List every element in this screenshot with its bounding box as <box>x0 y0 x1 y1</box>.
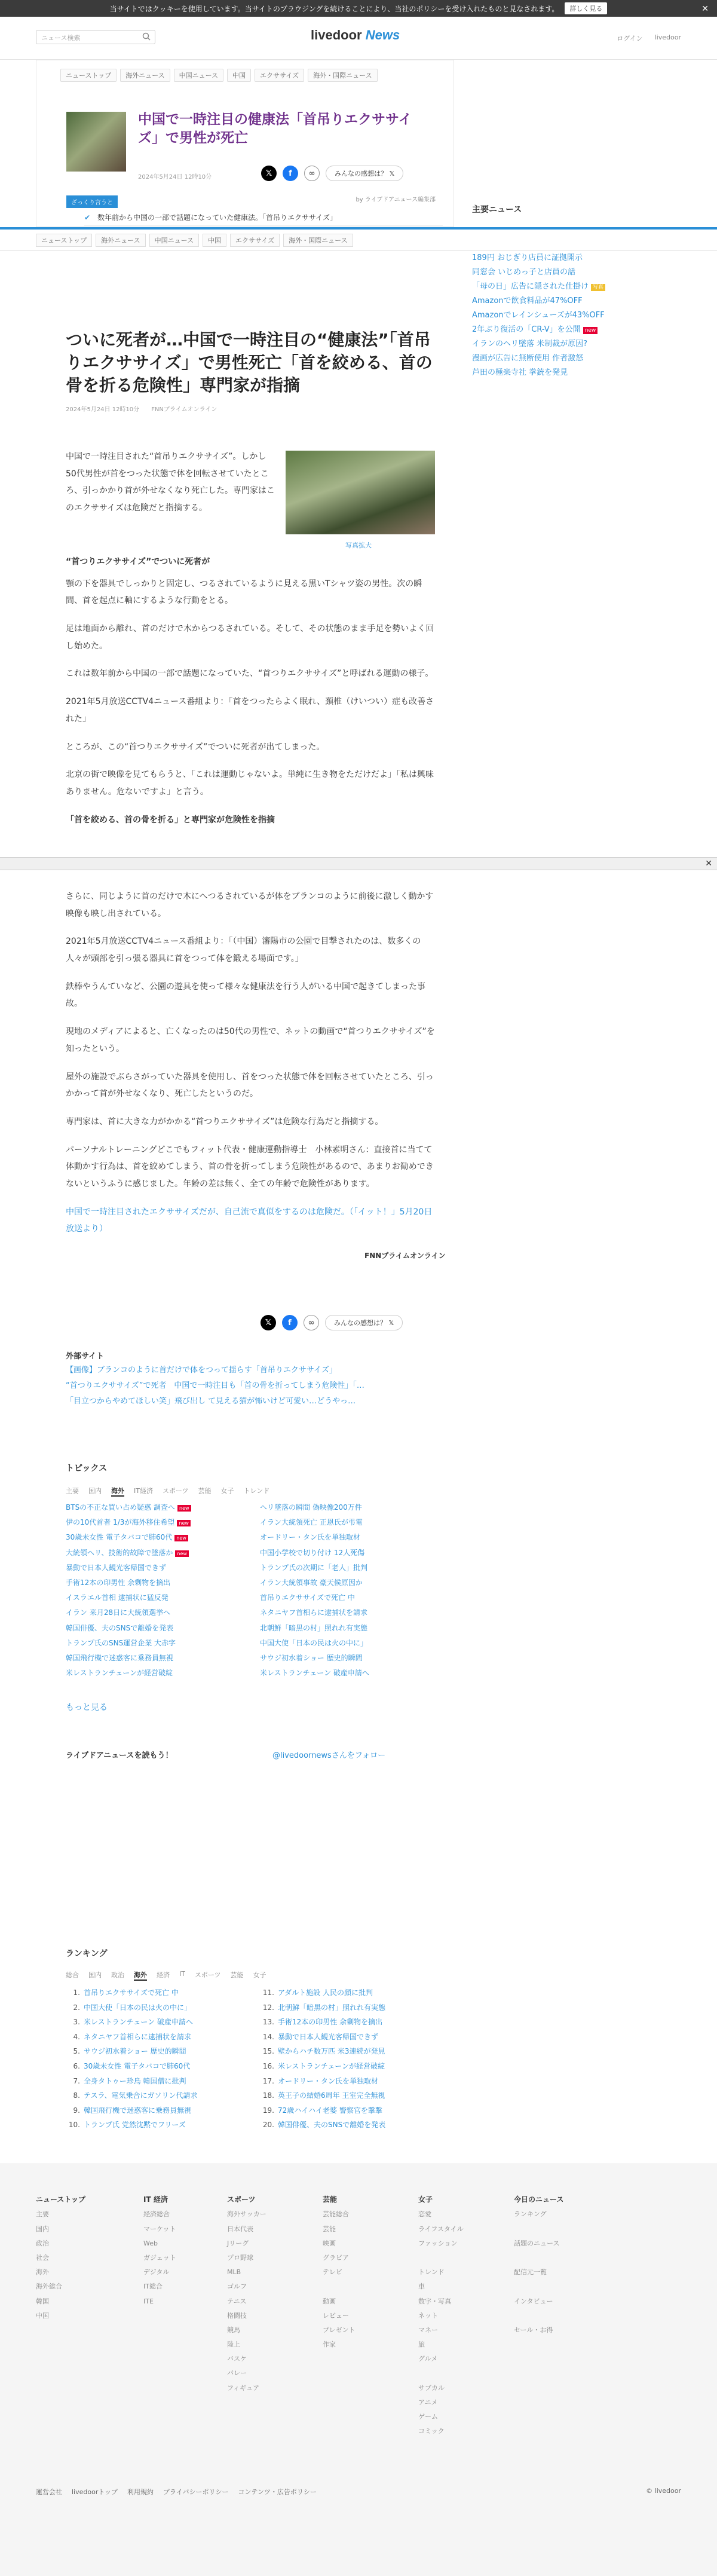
search-input[interactable]: ニュース検索 <box>36 30 155 44</box>
topic-item[interactable]: 米レストランチェーン 破産申請へ <box>260 1669 369 1678</box>
footer-link[interactable]: ファッション <box>418 2239 458 2247</box>
footer-link[interactable]: マネー <box>418 2326 438 2334</box>
footer-link[interactable]: セール・お得 <box>514 2326 553 2334</box>
ranking-item[interactable] <box>66 2000 242 2015</box>
comments-button[interactable]: みんなの感想は？ 𝕏 <box>326 166 403 181</box>
topic-item[interactable]: 伊の10代首者 1/3が海外移住希望 new <box>66 1515 242 1530</box>
ranking-item[interactable] <box>66 2088 242 2103</box>
breadcrumb-item[interactable]: ニューストップ <box>60 69 117 82</box>
ranking-item-title: 手術12本の印男性 余剰物を摘出 <box>278 2018 383 2027</box>
tab-sports[interactable]: スポーツ <box>194 1971 221 1979</box>
topic-item[interactable]: サウジ初水着ショー 歴史的瞬間 <box>260 1653 363 1662</box>
ranking-item-title: 米レストランチェーンが経営破綻 <box>278 2061 385 2070</box>
ranking-item-title: テスラ、電気乗合にガソリン代請求 <box>84 2091 198 2100</box>
footer-link[interactable]: フィギュア <box>227 2384 260 2392</box>
article-paragraph: 2021年5月放送CCTV4ニュース番組より：「首をつったらよく眠れ、頚椎（けいつい）症も改善された」 <box>66 697 434 724</box>
ranking-item-title: 30歳未女性 電子タバコで肺60代 <box>84 2061 191 2070</box>
footer-link[interactable]: プレゼント <box>323 2326 356 2334</box>
ranking-item[interactable] <box>260 2015 436 2030</box>
topic-item[interactable]: トランプ氏のSNS運営企業 大赤字 <box>66 1638 176 1647</box>
summary-tag: ざっくり言うと <box>66 195 118 208</box>
footer-link[interactable]: プロ野球 <box>227 2253 253 2262</box>
footer-link[interactable]: テニス <box>227 2297 247 2305</box>
rank-number: 4. <box>73 2032 80 2041</box>
ranking-item-title: 全身タトゥー珍鳥 韓国僧に批判 <box>84 2076 186 2085</box>
footer-link[interactable]: 競馬 <box>227 2326 240 2334</box>
footer-column <box>514 2192 563 2338</box>
ranking-item[interactable] <box>66 2074 242 2089</box>
topic-item[interactable]: 首吊りエクササイズで死亡 中 <box>260 1593 355 1602</box>
sidebar-news-list <box>472 251 669 380</box>
footer-link <box>514 2309 563 2323</box>
article-paragraph: さらに、同じように首のだけで木にへつるされているが体をブランコのように前後に激しく動かす映像も映し出されている。 <box>66 892 434 919</box>
breadcrumb-item[interactable]: ニューストップ <box>36 234 92 247</box>
facebook-share-icon[interactable]: f <box>283 166 298 181</box>
footer-column <box>36 2192 85 2323</box>
footer-link[interactable]: ライフスタイル <box>418 2225 464 2233</box>
footer-link[interactable]: バレー <box>227 2369 247 2378</box>
footer-column-heading[interactable]: ニューストップ <box>36 2195 86 2204</box>
footer-link[interactable]: 社会 <box>36 2253 49 2262</box>
footer-column-heading[interactable]: スポーツ <box>227 2195 256 2204</box>
footer-link[interactable]: 配信元一覧 <box>514 2268 547 2277</box>
footer-link[interactable]: MLB <box>227 2268 241 2277</box>
rank-number: 14. <box>262 2032 274 2041</box>
ranking-item[interactable] <box>66 2118 242 2133</box>
footer-link[interactable]: 格闘技 <box>227 2311 247 2320</box>
ranking-item[interactable] <box>66 2059 242 2074</box>
article-paragraph: 鉄棒やうんていなど、公園の遊具を使って様々な健康法を行う人がいる中国で起きてしまった事故。 <box>66 981 425 1009</box>
rank-number: 20. <box>262 2121 274 2130</box>
sidebar-news-item[interactable]: 芦田の極楽寺社 拳銃を発見 <box>472 368 568 378</box>
sidebar-news-item[interactable]: 2年ぶり復活の「CR-V」を公開 new <box>472 323 669 337</box>
footer-link[interactable]: 韓国 <box>36 2297 49 2305</box>
external-sites-title: 外部サイト <box>66 1352 105 1361</box>
topic-item[interactable]: BTSの不正な買い占め疑惑 調査へ new <box>66 1500 242 1515</box>
rank-number: 10. <box>68 2121 80 2130</box>
footer-link[interactable]: バスケ <box>227 2355 247 2363</box>
footer-link[interactable]: プライバシーポリシー <box>163 2488 229 2496</box>
x-share-icon[interactable]: 𝕏 <box>261 1315 276 1330</box>
ranking-item-title: オードリー・タン氏を単独取材 <box>278 2076 379 2085</box>
rank-number: 12. <box>262 2003 274 2012</box>
footer-link[interactable]: グラビア <box>323 2253 349 2262</box>
breadcrumb-item[interactable]: 海外ニュース <box>120 69 170 82</box>
footer-link[interactable]: 中国 <box>36 2311 49 2320</box>
topic-item[interactable]: イスラエル首相 逮捕状に猛反発 <box>66 1593 168 1602</box>
footer-link[interactable]: 車 <box>418 2283 425 2291</box>
article-meta: 2024年5月24日 12時10分 FNNプライムオンライン <box>66 406 217 413</box>
footer-link[interactable]: 芸能総合 <box>323 2210 349 2219</box>
external-link[interactable]: 【画像】ブランコのように首だけで体をつって揺らす「首吊りエクササイズ」 <box>66 1366 337 1375</box>
rank-number: 7. <box>73 2076 80 2085</box>
footer-link[interactable]: 恋愛 <box>418 2210 431 2219</box>
footer-link[interactable]: 作家 <box>323 2341 336 2349</box>
external-link[interactable]: “首つりエクササイズ”で死者 中国で一時注目も「首の骨を折ってしまう危険性」「… <box>66 1381 364 1390</box>
article-paragraph: 北京の街で映像を見てもらうと、「これは運動じゃないよ。単純に生き物をただけだよ」「私は興味ありません。危ないですよ」と言う。 <box>66 770 434 797</box>
breadcrumb-secondary <box>0 230 717 251</box>
cookie-banner <box>0 0 717 17</box>
summary-card <box>36 60 454 227</box>
ranking-item[interactable] <box>66 2044 242 2059</box>
ranking-item-title: 首吊りエクササイズで死亡 中 <box>84 1988 179 1997</box>
footer-link[interactable]: グルメ <box>418 2355 438 2363</box>
ranking-item[interactable] <box>66 1985 242 2000</box>
footer-link[interactable]: 運営会社 <box>36 2488 62 2496</box>
ranking-title: ランキング <box>66 1949 108 1959</box>
new-badge: new <box>174 1535 188 1541</box>
footer-column-heading[interactable]: 女子 <box>418 2195 433 2204</box>
topic-item[interactable]: 韓国飛行機で迷惑客に乗務員無視 <box>66 1653 174 1662</box>
sidebar-news-item[interactable]: イランのヘリ墜落 米制裁が原因? <box>472 339 588 349</box>
footer-link[interactable]: ITE <box>143 2297 154 2305</box>
breadcrumb <box>36 60 454 82</box>
rank-number: 11. <box>262 1988 274 1997</box>
ranking-item-title: 暴動で日本人観光客帰国できず <box>278 2032 379 2041</box>
article-paragraph: 屋外の施設でぶらさがっていた器具を使用し、首をつった状態で体を回転させていたところ、引っかかって首が外せなくなり、死亡したというのだ。 <box>66 1072 434 1099</box>
follow-prompt: ライブドアニュースを読もう！ <box>66 1751 173 1760</box>
rank-number: 2. <box>73 2003 80 2012</box>
topic-item[interactable]: ヘリ墜落の瞬間 偽映像200万件 <box>260 1503 362 1512</box>
topic-item[interactable]: 中国小学校で切り付け 12人死傷 <box>260 1548 365 1557</box>
tab-domestic[interactable]: 国内 <box>88 1971 102 1979</box>
ranking-item[interactable] <box>260 2030 436 2045</box>
footer-column <box>323 2192 356 2352</box>
ranking-item[interactable] <box>260 2088 436 2103</box>
footer-column-heading[interactable]: 芸能 <box>323 2195 338 2204</box>
summary-byline: by ライブドアニュース編集部 <box>356 197 436 203</box>
article-paragraph: 中国で一時注目されたエクササイズだが、自己流で真似をするのは危険だ。（「イット！」5月20日放送より） <box>66 1207 433 1234</box>
breadcrumb-item[interactable]: 海外・国際ニュース <box>308 69 377 82</box>
topic-item[interactable]: 韓国俳優、夫のSNSで離婚を発表 <box>66 1623 174 1632</box>
article-paragraph: 2021年5月放送CCTV4ニュース番組より：「（中国）瀋陽市の公園で目撃されたのは、数多くの人々が頭部を引っ張る器具に首をつって体を鍛える場面です。」 <box>66 937 421 964</box>
ranking-item[interactable] <box>66 2103 242 2118</box>
photo-enlarge-link[interactable]: 写真拡大 <box>345 541 372 549</box>
tab-all[interactable]: 総合 <box>66 1971 79 1979</box>
breadcrumb-item[interactable]: 海外・国際ニュース <box>283 234 353 247</box>
tab-women[interactable]: 女子 <box>253 1971 266 1979</box>
footer-link[interactable]: 旅 <box>418 2341 425 2349</box>
ranking-item[interactable] <box>260 2074 436 2089</box>
rank-number: 16. <box>262 2061 274 2070</box>
x-follow-button[interactable]: @livedoornewsさんをフォロー <box>272 1751 386 1760</box>
topics-title: トピックス <box>66 1464 108 1473</box>
sidebar-news-item[interactable]: Amazonで飲食料品が47%OFF <box>472 296 583 306</box>
footer-link[interactable]: ゴルフ <box>227 2283 247 2291</box>
topic-item[interactable]: イラン大統領死亡 正恩氏が弔電 <box>260 1518 363 1527</box>
footer-link[interactable]: 陸上 <box>227 2341 240 2349</box>
more-topics-link[interactable]: もっと見る <box>66 1703 108 1712</box>
topic-item[interactable]: イラン大統領事故 豪天候原因か <box>260 1578 363 1587</box>
breadcrumb-item[interactable]: 中国 <box>203 234 226 247</box>
topic-item[interactable]: 大統領ヘリ、技術的故障で墜落か new <box>66 1546 242 1561</box>
rank-number: 8. <box>73 2091 80 2100</box>
sidebar-news-item[interactable]: Amazonでレインシューズが43%OFF <box>472 311 605 320</box>
footer-links <box>36 2487 317 2497</box>
tab-overseas[interactable]: 海外 <box>111 1486 124 1497</box>
breadcrumb-item[interactable]: 中国ニュース <box>174 69 223 82</box>
footer-link[interactable]: マーケット <box>143 2225 176 2233</box>
topic-item[interactable]: 中国大使「日本の民は火の中に」 <box>260 1638 368 1647</box>
footer-link[interactable]: 話題のニュース <box>514 2239 560 2247</box>
topic-item[interactable]: 北朝鮮「暗黒の村」照れれ有実態 <box>260 1623 368 1632</box>
ranking-item[interactable] <box>260 2103 436 2118</box>
tab-main[interactable]: 主要 <box>66 1487 79 1495</box>
ranking-item-title: アダルト施設 人民の顔に批判 <box>278 1988 373 1997</box>
source-logo: FNNプライムオンライン <box>364 1252 446 1260</box>
article-paragraph: パーソナルトレーニングどこでもフィット代表・健康運動指導士 小林素明さん：直接首に当てて体動かす行為は、首を絞めてしまう、首の骨を折ってしまう危険性があるので、あまりお勧めできないというふうに感じました。年齢の差は無く、全ての年齢で危険性があります。 <box>66 1145 434 1189</box>
comments-button[interactable]: みんなの感想は？ 𝕏 <box>325 1315 403 1330</box>
footer-link <box>323 2280 356 2294</box>
footer-link[interactable]: ガジェット <box>143 2253 176 2262</box>
topic-item[interactable]: 手術12本の印男性 余剰物を摘出 <box>66 1578 171 1587</box>
breadcrumb-item[interactable]: エクササイズ <box>230 234 280 247</box>
breadcrumb-item[interactable]: エクササイズ <box>255 69 304 82</box>
rank-number: 17. <box>262 2076 274 2085</box>
footer-link <box>514 2222 563 2237</box>
tab-domestic[interactable]: 国内 <box>88 1487 102 1495</box>
new-badge: new <box>583 327 598 334</box>
close-icon[interactable]: ✕ <box>701 4 709 14</box>
ranking-item-title: 北朝鮮「暗黒の村」照れれ有実態 <box>278 2003 386 2012</box>
topic-item[interactable]: 米レストランチェーンが経営破綻 <box>66 1669 173 1678</box>
ranking-item-title: 英王子の結婚6周年 王室完全無視 <box>278 2091 385 2100</box>
tab-politics[interactable]: 政治 <box>111 1971 124 1979</box>
tab-it[interactable]: IT <box>179 1970 185 1978</box>
ranking-item[interactable] <box>260 2118 436 2133</box>
topic-item[interactable]: イラン 来月28日に大統領選挙へ <box>66 1608 171 1617</box>
topic-item[interactable]: オードリー・タン氏を単独取材 <box>260 1533 361 1542</box>
footer-link <box>514 2280 563 2294</box>
topic-item[interactable]: 30歳未女性 電子タバコで肺60代 new <box>66 1530 242 1545</box>
site-footer <box>0 2164 717 2576</box>
article-paragraph: 顎の下を器具でしっかりと固定し、つるされているように見える黒いTシャツ姿の男性。次の瞬間、首を起点に軸にするような行動をとる。 <box>66 579 422 606</box>
link-copy-icon[interactable]: ∞ <box>304 166 320 181</box>
ranking-item[interactable] <box>260 2059 436 2074</box>
breadcrumb-item[interactable]: 中国 <box>227 69 251 82</box>
ranking-item-title: ネタニヤフ首相らに逮捕状を請求 <box>84 2032 192 2041</box>
external-links <box>66 1363 436 1409</box>
ranking-tabs <box>66 1970 266 1981</box>
search-icon[interactable] <box>142 32 151 41</box>
link-copy-icon[interactable]: ∞ <box>304 1315 319 1330</box>
article-body-part1 <box>66 553 436 833</box>
external-link[interactable]: 「目立つからやめてほしい笑」飛び出し て見える猫が怖いけど可愛い…どうやっ… <box>66 1397 356 1406</box>
footer-link[interactable]: Jリーグ <box>227 2239 249 2247</box>
footer-link[interactable]: ゲーム <box>418 2413 438 2421</box>
tab-economy[interactable]: 経済 <box>157 1971 170 1979</box>
ranking-item-title: トランプ氏 党然沈黙でフリーズ <box>84 2121 186 2130</box>
footer-column <box>227 2192 266 2396</box>
rank-number: 18. <box>262 2091 274 2100</box>
footer-link[interactable]: レビュー <box>323 2311 349 2320</box>
footer-link[interactable]: 利用規約 <box>127 2488 154 2496</box>
footer-link[interactable]: IT総合 <box>143 2283 163 2291</box>
tab-overseas[interactable]: 海外 <box>134 1970 147 1981</box>
facebook-share-icon[interactable]: f <box>282 1315 298 1330</box>
footer-column-heading[interactable]: 今日のニュース <box>514 2195 564 2204</box>
site-header <box>0 17 717 60</box>
footer-link[interactable]: インタビュー <box>514 2297 553 2305</box>
tab-entertainment[interactable]: 芸能 <box>198 1487 212 1495</box>
footer-link[interactable]: デジタル <box>143 2268 170 2277</box>
footer-link[interactable]: サブカル <box>418 2384 445 2392</box>
topics-list <box>66 1500 436 1681</box>
footer-link[interactable]: 経済総合 <box>143 2210 170 2219</box>
x-share-icon[interactable]: 𝕏 <box>261 166 277 181</box>
footer-link[interactable]: 国内 <box>36 2225 49 2233</box>
footer-link[interactable]: ネット <box>418 2311 438 2320</box>
tab-women[interactable]: 女子 <box>220 1487 234 1495</box>
new-badge: new <box>175 1550 189 1557</box>
breadcrumb-item[interactable]: 中国ニュース <box>149 234 199 247</box>
topics-tabs <box>66 1486 269 1497</box>
ranking-item[interactable] <box>260 2000 436 2015</box>
ranking-item[interactable] <box>66 2030 242 2045</box>
login-link[interactable]: ログイン <box>617 35 643 42</box>
footer-link[interactable]: 海外サッカー <box>227 2210 266 2219</box>
footer-link[interactable]: 芸能 <box>323 2225 336 2233</box>
article-lead: 中国で一時注目された“首吊りエクササイズ”。しかし50代男性が首をつった状態で体を回転させていたところ、引っかかり首が外せなくなり死亡した。専門家はこのエクササイズは危険だと指摘する。 <box>66 452 275 513</box>
ranking-item-title: 韓国飛行機で迷惑客に乗務員無視 <box>84 2106 192 2115</box>
footer-link[interactable]: 政治 <box>36 2239 49 2247</box>
footer-link[interactable]: コミック <box>418 2427 445 2436</box>
article-paragraph: 現地のメディアによると、亡くなったのは50代の男性で、ネットの動画で“首つりエクササイズ”を知ったという。 <box>66 1027 435 1054</box>
rank-number: 15. <box>262 2047 274 2056</box>
tab-sports[interactable]: スポーツ <box>162 1487 189 1495</box>
article-paragraph: ところが、この“首つりエクササイズ”でついに死者が出てしまった。 <box>66 742 325 752</box>
article-paragraph: 専門家は、首に大きな力がかかる“首つりエクササイズ”は危険な行為だと指摘する。 <box>66 1116 384 1127</box>
sidebar-news-item[interactable]: 189円 おじぎり店員に証拠開示 <box>472 253 583 262</box>
rank-number: 3. <box>73 2018 80 2027</box>
footer-link[interactable]: 日本代表 <box>227 2225 253 2233</box>
footer-link[interactable]: 海外 <box>36 2268 49 2277</box>
article-title: ついに死者が…中国で一時注目の“健康法”「首吊りエクササイズ」で男性死亡「首を絞める、首の骨を折る危険性」専門家が指摘 <box>66 330 433 395</box>
photo-badge: 写真 <box>591 284 605 291</box>
footer-link <box>418 2366 464 2381</box>
rank-number: 9. <box>73 2106 80 2115</box>
ranking-item[interactable] <box>260 2044 436 2059</box>
ranking-item-title: 米レストランチェーン 破産申請へ <box>84 2018 193 2027</box>
livedoor-link[interactable]: livedoor <box>654 33 681 41</box>
footer-column-heading[interactable]: IT 経済 <box>143 2195 168 2204</box>
summary-title: 中国で一時注目の健康法「首吊りエクササイズ」で男性が死亡 <box>138 112 412 146</box>
footer-column <box>143 2192 176 2309</box>
summary-item: ✔ 数年前から中国の一部で話題になっていた健康法。「首吊りエクササイズ」 <box>84 210 443 226</box>
breadcrumb-item[interactable]: 海外ニュース <box>96 234 145 247</box>
copyright: © livedoor <box>646 2487 681 2495</box>
footer-link[interactable]: トレンド <box>418 2268 445 2277</box>
site-logo[interactable]: livedoor News <box>311 27 400 42</box>
tab-trend[interactable]: トレンド <box>243 1487 270 1495</box>
sidebar-news-item[interactable]: 漫画が広告に無断使用 作者激怒 <box>472 354 584 363</box>
footer-link[interactable]: テレビ <box>323 2268 342 2277</box>
summary-date: 2024年5月24日 12時10分 <box>138 174 212 180</box>
footer-link[interactable]: コンテンツ・広告ポリシー <box>238 2488 317 2496</box>
rank-number: 1. <box>73 1988 80 1997</box>
article-paragraph: これは数年前から中国の一部で話題になっていた、“首つりエクササイズ”と呼ばれる運動の様子。 <box>66 669 434 679</box>
footer-link <box>514 2251 563 2265</box>
close-icon[interactable]: ✕ <box>705 859 712 868</box>
tab-entertainment[interactable]: 芸能 <box>230 1971 244 1979</box>
ranking-item-title: 韓国俳優、夫のSNSで離婚を発表 <box>278 2121 386 2130</box>
rank-number: 13. <box>262 2018 274 2027</box>
article-subheading: 「首を絞める、首の骨を折る」と専門家が危険性を指摘 <box>66 815 275 825</box>
sidebar-title: 主要ニュース <box>472 205 522 215</box>
footer-link[interactable]: 数字・写真 <box>418 2297 451 2305</box>
footer-link[interactable]: 動画 <box>323 2297 336 2305</box>
footer-link[interactable]: 海外総合 <box>36 2283 62 2291</box>
sidebar-news-item[interactable]: 同窓会 いじめっ子と店員の話 <box>472 268 576 277</box>
topic-item[interactable]: 暴動で日本人観光客帰国できず <box>66 1563 167 1572</box>
article-body-part2 <box>66 888 436 1249</box>
topic-item[interactable]: ネタニヤフ首相らに逮捕状を請求 <box>260 1608 368 1617</box>
cookie-text: 当サイトではクッキーを使用しています。当サイトのブラウジングを続けることにより、当社のポリシーを受け入れたものと見なされます。 <box>109 4 559 13</box>
article-thumbnail[interactable] <box>66 112 126 172</box>
cookie-details-link[interactable]: 詳しく見る <box>565 2 607 14</box>
new-badge: new <box>177 1520 191 1526</box>
footer-link <box>418 2251 464 2265</box>
share-bar <box>261 166 403 181</box>
ranking-item[interactable] <box>66 2015 242 2030</box>
topic-item[interactable]: トランプ氏の次期に「老人」批判 <box>260 1563 368 1572</box>
tab-it-economy[interactable]: IT経済 <box>134 1487 153 1495</box>
rank-number: 6. <box>73 2061 80 2070</box>
ranking-item[interactable] <box>260 1985 436 2000</box>
footer-column <box>418 2192 464 2439</box>
article-paragraph: 足は地面から離れ、首のだけで木からつるされている。そして、その状態のまま手足を勢いよく回し始めた。 <box>66 624 434 651</box>
ranking-item-title: サウジ初水着ショー 歴史的瞬間 <box>84 2047 186 2056</box>
article-subheading: “首つりエクササイズ”でついに死者が <box>66 557 210 567</box>
share-bar-bottom <box>261 1315 403 1330</box>
rank-number: 5. <box>73 2047 80 2056</box>
new-badge: new <box>177 1505 191 1512</box>
ranking-list <box>66 1985 436 2133</box>
footer-link[interactable]: アニメ <box>418 2398 438 2406</box>
ranking-item-title: 中国大使「日本の民は火の中に」 <box>84 2003 192 2012</box>
overlay-banner <box>0 857 717 870</box>
article-photo[interactable] <box>286 451 435 534</box>
footer-link[interactable]: 映画 <box>323 2239 336 2247</box>
footer-link[interactable]: ランキング <box>514 2210 547 2219</box>
sidebar-news-item[interactable]: 「母の日」広告に隠された仕掛け 写真 <box>472 280 669 294</box>
ranking-item-title: 72歳ハイハイ老婆 警察官を撃撃 <box>278 2106 382 2115</box>
footer-link[interactable]: livedoorトップ <box>72 2488 118 2496</box>
ranking-item-title: 壁からハチ数万匹 米3連続が発見 <box>278 2047 385 2056</box>
footer-link[interactable]: Web <box>143 2239 158 2247</box>
footer-link[interactable]: 主要 <box>36 2210 49 2219</box>
rank-number: 19. <box>262 2106 274 2115</box>
